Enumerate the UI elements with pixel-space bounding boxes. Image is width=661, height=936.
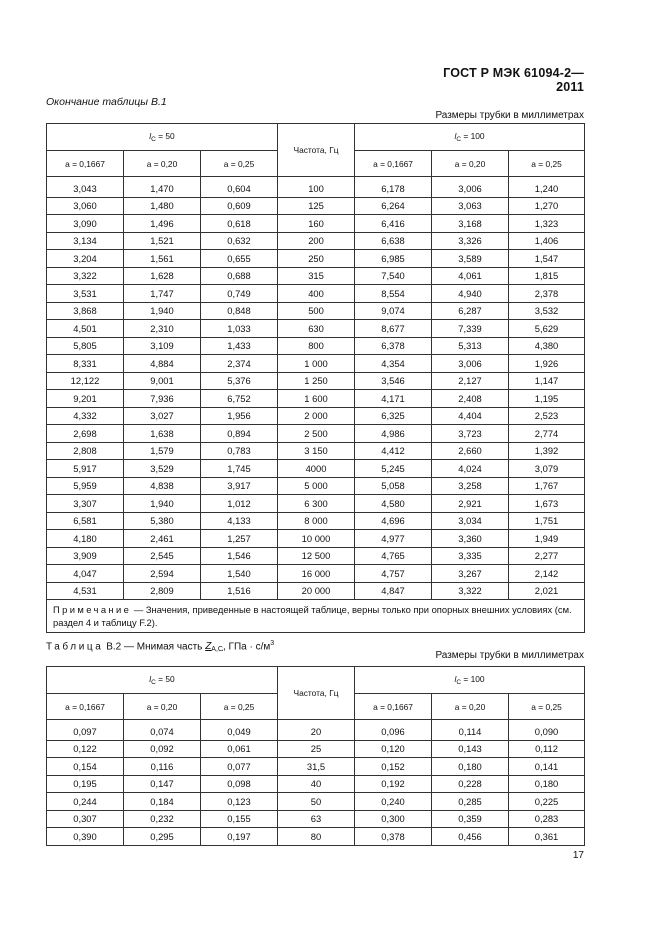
value-cell: 0,240 — [355, 793, 432, 811]
table1-units-note: Размеры трубки в миллиметрах — [435, 110, 584, 121]
value-cell: 7,339 — [432, 320, 509, 338]
value-cell: 0,141 — [509, 758, 585, 776]
table-row — [47, 197, 585, 215]
value-cell: 0,180 — [432, 758, 509, 776]
table-row — [47, 407, 585, 425]
value-cell: 6,264 — [355, 197, 432, 215]
value-cell: 2,374 — [201, 355, 278, 373]
table-row — [47, 565, 585, 583]
value-cell: 0,197 — [201, 828, 278, 846]
frequency-cell: 31,5 — [278, 758, 355, 776]
table-row — [47, 215, 585, 233]
value-cell: 6,325 — [355, 407, 432, 425]
value-cell: 0,456 — [432, 828, 509, 846]
subheader-a: a = 0,20 — [124, 151, 201, 177]
value-cell: 3,267 — [432, 565, 509, 583]
frequency-header: Частота, Гц — [278, 667, 355, 720]
value-cell: 6,985 — [355, 250, 432, 268]
value-cell: 3,109 — [124, 337, 201, 355]
value-cell: 1,521 — [124, 232, 201, 250]
table1-note — [47, 600, 585, 633]
frequency-header: Частота, Гц — [278, 124, 355, 177]
standard-identifier: ГОСТ Р МЭК 61094-2—2011 — [443, 66, 584, 94]
value-cell: 3,589 — [432, 250, 509, 268]
value-cell: 1,940 — [124, 495, 201, 513]
table-row — [47, 460, 585, 478]
frequency-cell: 12 500 — [278, 547, 355, 565]
subheader-a: a = 0,20 — [432, 694, 509, 720]
value-cell: 0,307 — [47, 810, 124, 828]
value-cell: 0,783 — [201, 442, 278, 460]
value-cell: 3,322 — [47, 267, 124, 285]
value-cell: 3,168 — [432, 215, 509, 233]
value-cell: 0,378 — [355, 828, 432, 846]
value-cell: 0,184 — [124, 793, 201, 811]
frequency-cell: 63 — [278, 810, 355, 828]
value-cell: 4,501 — [47, 320, 124, 338]
value-cell: 0,632 — [201, 232, 278, 250]
value-cell: 2,594 — [124, 565, 201, 583]
subheader-a: a = 0,1667 — [355, 694, 432, 720]
value-cell: 0,090 — [509, 720, 585, 741]
frequency-cell: 2 500 — [278, 425, 355, 443]
frequency-cell: 800 — [278, 337, 355, 355]
table-row — [47, 775, 585, 793]
value-cell: 0,848 — [201, 302, 278, 320]
value-cell: 0,096 — [355, 720, 432, 741]
value-cell: 4,024 — [432, 460, 509, 478]
value-cell: 2,310 — [124, 320, 201, 338]
frequency-cell: 16 000 — [278, 565, 355, 583]
value-cell: 1,012 — [201, 495, 278, 513]
value-cell: 3,043 — [47, 177, 124, 198]
table-row — [47, 442, 585, 460]
table2-units-note: Размеры трубки в миллиметрах — [435, 650, 584, 661]
note-text: — Значения, приведенные в настоящей таблице, верны только при опорных внешних условиях (см. раздел 4 и таблицу F.2). — [53, 604, 572, 628]
value-cell: 3,134 — [47, 232, 124, 250]
value-cell: 0,074 — [124, 720, 201, 741]
value-cell: 1,956 — [201, 407, 278, 425]
value-cell: 8,677 — [355, 320, 432, 338]
value-cell: 0,122 — [47, 740, 124, 758]
value-cell: 9,201 — [47, 390, 124, 408]
value-cell: 2,808 — [47, 442, 124, 460]
value-cell: 0,114 — [432, 720, 509, 741]
value-cell: 3,079 — [509, 460, 585, 478]
value-cell: 0,749 — [201, 285, 278, 303]
value-cell: 0,359 — [432, 810, 509, 828]
subheader-a: a = 0,1667 — [47, 151, 124, 177]
value-cell: 0,244 — [47, 793, 124, 811]
value-cell: 1,470 — [124, 177, 201, 198]
value-cell: 5,959 — [47, 477, 124, 495]
table-row — [47, 320, 585, 338]
value-cell: 2,408 — [432, 390, 509, 408]
value-cell: 0,300 — [355, 810, 432, 828]
value-cell: 6,581 — [47, 512, 124, 530]
table-row — [47, 177, 585, 198]
value-cell: 3,532 — [509, 302, 585, 320]
value-cell: 4,061 — [432, 267, 509, 285]
value-cell: 3,322 — [432, 582, 509, 600]
value-cell: 1,195 — [509, 390, 585, 408]
value-cell: 2,378 — [509, 285, 585, 303]
value-cell: 4,354 — [355, 355, 432, 373]
table-row — [47, 285, 585, 303]
value-cell: 7,936 — [124, 390, 201, 408]
frequency-cell: 20 000 — [278, 582, 355, 600]
table-row — [47, 337, 585, 355]
value-cell: 9,074 — [355, 302, 432, 320]
subheader-a: a = 0,25 — [201, 151, 278, 177]
value-cell: 3,034 — [432, 512, 509, 530]
value-cell: 6,752 — [201, 390, 278, 408]
value-cell: 0,154 — [47, 758, 124, 776]
value-cell: 1,579 — [124, 442, 201, 460]
value-cell: 4,977 — [355, 530, 432, 548]
value-cell: 3,006 — [432, 177, 509, 198]
value-cell: 3,006 — [432, 355, 509, 373]
value-cell: 1,815 — [509, 267, 585, 285]
value-cell: 8,554 — [355, 285, 432, 303]
frequency-cell: 80 — [278, 828, 355, 846]
subheader-a: a = 0,20 — [432, 151, 509, 177]
value-cell: 4,696 — [355, 512, 432, 530]
table-row — [47, 355, 585, 373]
value-cell: 12,122 — [47, 372, 124, 390]
table-row — [47, 302, 585, 320]
value-cell: 4,884 — [124, 355, 201, 373]
value-cell: 0,655 — [201, 250, 278, 268]
value-cell: 5,376 — [201, 372, 278, 390]
frequency-cell: 160 — [278, 215, 355, 233]
value-cell: 1,747 — [124, 285, 201, 303]
value-cell: 3,027 — [124, 407, 201, 425]
frequency-cell: 630 — [278, 320, 355, 338]
table-row — [47, 810, 585, 828]
table-row — [47, 495, 585, 513]
value-cell: 6,378 — [355, 337, 432, 355]
value-cell: 3,326 — [432, 232, 509, 250]
value-cell: 3,258 — [432, 477, 509, 495]
value-cell: 0,192 — [355, 775, 432, 793]
frequency-cell: 6 300 — [278, 495, 355, 513]
value-cell: 3,060 — [47, 197, 124, 215]
value-cell: 1,270 — [509, 197, 585, 215]
frequency-cell: 25 — [278, 740, 355, 758]
table-row — [47, 793, 585, 811]
table-row — [47, 720, 585, 741]
value-cell: 6,178 — [355, 177, 432, 198]
value-cell: 1,406 — [509, 232, 585, 250]
value-cell: 5,245 — [355, 460, 432, 478]
value-cell: 6,416 — [355, 215, 432, 233]
value-cell: 0,092 — [124, 740, 201, 758]
value-cell: 0,077 — [201, 758, 278, 776]
value-cell: 4,380 — [509, 337, 585, 355]
value-cell: 7,540 — [355, 267, 432, 285]
value-cell: 5,917 — [47, 460, 124, 478]
value-cell: 1,767 — [509, 477, 585, 495]
value-cell: 4,580 — [355, 495, 432, 513]
value-cell: 3,723 — [432, 425, 509, 443]
frequency-cell: 125 — [278, 197, 355, 215]
value-cell: 1,561 — [124, 250, 201, 268]
value-cell: 1,547 — [509, 250, 585, 268]
table-b1-continuation — [46, 123, 585, 633]
value-cell: 2,277 — [509, 547, 585, 565]
frequency-cell: 200 — [278, 232, 355, 250]
value-cell: 0,688 — [201, 267, 278, 285]
value-cell: 2,127 — [432, 372, 509, 390]
table-row — [47, 582, 585, 600]
value-cell: 0,390 — [47, 828, 124, 846]
table1-body — [47, 177, 585, 600]
subheader-a: a = 0,25 — [509, 694, 585, 720]
value-cell: 3,546 — [355, 372, 432, 390]
group-header-lc-100: $l_C = 100$ — [355, 667, 585, 694]
value-cell: 5,058 — [355, 477, 432, 495]
value-cell: 1,240 — [509, 177, 585, 198]
value-cell: 0,604 — [201, 177, 278, 198]
value-cell: 3,063 — [432, 197, 509, 215]
value-cell: 1,147 — [509, 372, 585, 390]
value-cell: 4,838 — [124, 477, 201, 495]
value-cell: 9,001 — [124, 372, 201, 390]
table1-caption: Окончание таблицы В.1 — [46, 96, 167, 108]
frequency-cell: 1 000 — [278, 355, 355, 373]
table-row — [47, 758, 585, 776]
table-row — [47, 232, 585, 250]
group-header-lc-50: $l_C = 50$ — [47, 124, 278, 151]
value-cell: 3,917 — [201, 477, 278, 495]
value-cell: 1,257 — [201, 530, 278, 548]
value-cell: 1,480 — [124, 197, 201, 215]
value-cell: 3,335 — [432, 547, 509, 565]
table-row — [47, 372, 585, 390]
value-cell: 1,638 — [124, 425, 201, 443]
subheader-a: a = 0,25 — [509, 151, 585, 177]
value-cell: 1,745 — [201, 460, 278, 478]
frequency-cell: 40 — [278, 775, 355, 793]
value-cell: 4,765 — [355, 547, 432, 565]
value-cell: 0,609 — [201, 197, 278, 215]
value-cell: 4,171 — [355, 390, 432, 408]
value-cell: 3,909 — [47, 547, 124, 565]
subheader-a: a = 0,20 — [124, 694, 201, 720]
value-cell: 0,180 — [509, 775, 585, 793]
page-number: 17 — [572, 850, 584, 861]
value-cell: 2,461 — [124, 530, 201, 548]
value-cell: 2,142 — [509, 565, 585, 583]
frequency-cell: 500 — [278, 302, 355, 320]
value-cell: 1,433 — [201, 337, 278, 355]
value-cell: 3,868 — [47, 302, 124, 320]
value-cell: 2,809 — [124, 582, 201, 600]
value-cell: 2,921 — [432, 495, 509, 513]
value-cell: 0,155 — [201, 810, 278, 828]
value-cell: 4,757 — [355, 565, 432, 583]
value-cell: 0,123 — [201, 793, 278, 811]
value-cell: 0,361 — [509, 828, 585, 846]
frequency-cell: 2 000 — [278, 407, 355, 425]
value-cell: 4,412 — [355, 442, 432, 460]
value-cell: 3,360 — [432, 530, 509, 548]
value-cell: 2,698 — [47, 425, 124, 443]
value-cell: 1,033 — [201, 320, 278, 338]
frequency-cell: 250 — [278, 250, 355, 268]
table2-title: Таблица В.2 — Мнимая часть $Z_{A,C}$, ГПа · $с/м^3$ — [46, 640, 275, 654]
value-cell: 3,204 — [47, 250, 124, 268]
group-header-lc-100: $l_C = 100$ — [355, 124, 585, 151]
value-cell: 0,147 — [124, 775, 201, 793]
value-cell: 4,847 — [355, 582, 432, 600]
frequency-cell: 4000 — [278, 460, 355, 478]
value-cell: 0,232 — [124, 810, 201, 828]
frequency-cell: 20 — [278, 720, 355, 741]
value-cell: 1,516 — [201, 582, 278, 600]
value-cell: 0,116 — [124, 758, 201, 776]
frequency-cell: 10 000 — [278, 530, 355, 548]
note-label: Примечание — [53, 604, 132, 615]
frequency-cell: 8 000 — [278, 512, 355, 530]
table-row — [47, 267, 585, 285]
value-cell: 4,180 — [47, 530, 124, 548]
value-cell: 1,628 — [124, 267, 201, 285]
value-cell: 1,546 — [201, 547, 278, 565]
value-cell: 0,225 — [509, 793, 585, 811]
value-cell: 5,313 — [432, 337, 509, 355]
table-row — [47, 828, 585, 846]
value-cell: 4,047 — [47, 565, 124, 583]
table-row — [47, 740, 585, 758]
value-cell: 0,097 — [47, 720, 124, 741]
value-cell: 1,540 — [201, 565, 278, 583]
value-cell: 1,940 — [124, 302, 201, 320]
frequency-cell: 315 — [278, 267, 355, 285]
value-cell: 5,629 — [509, 320, 585, 338]
value-cell: 0,143 — [432, 740, 509, 758]
subheader-a: a = 0,1667 — [355, 151, 432, 177]
subheader-a: a = 0,25 — [201, 694, 278, 720]
table-b2 — [46, 666, 585, 846]
value-cell: 2,660 — [432, 442, 509, 460]
frequency-cell: 3 150 — [278, 442, 355, 460]
value-cell: 1,392 — [509, 442, 585, 460]
value-cell: 0,061 — [201, 740, 278, 758]
frequency-cell: 100 — [278, 177, 355, 198]
table-row — [47, 547, 585, 565]
value-cell: 4,531 — [47, 582, 124, 600]
frequency-cell: 1 600 — [278, 390, 355, 408]
table-row — [47, 425, 585, 443]
value-cell: 1,926 — [509, 355, 585, 373]
value-cell: 2,021 — [509, 582, 585, 600]
value-cell: 5,805 — [47, 337, 124, 355]
value-cell: 0,120 — [355, 740, 432, 758]
value-cell: 0,049 — [201, 720, 278, 741]
value-cell: 2,523 — [509, 407, 585, 425]
value-cell: 0,283 — [509, 810, 585, 828]
value-cell: 1,751 — [509, 512, 585, 530]
value-cell: 6,638 — [355, 232, 432, 250]
value-cell: 0,195 — [47, 775, 124, 793]
value-cell: 8,331 — [47, 355, 124, 373]
subheader-a: a = 0,1667 — [47, 694, 124, 720]
value-cell: 4,986 — [355, 425, 432, 443]
value-cell: 0,285 — [432, 793, 509, 811]
value-cell: 3,531 — [47, 285, 124, 303]
value-cell: 0,295 — [124, 828, 201, 846]
value-cell: 0,152 — [355, 758, 432, 776]
value-cell: 0,618 — [201, 215, 278, 233]
table-row — [47, 477, 585, 495]
value-cell: 4,940 — [432, 285, 509, 303]
frequency-cell: 1 250 — [278, 372, 355, 390]
value-cell: 1,949 — [509, 530, 585, 548]
value-cell: 0,098 — [201, 775, 278, 793]
value-cell: 0,228 — [432, 775, 509, 793]
frequency-cell: 5 000 — [278, 477, 355, 495]
group-header-lc-50: $l_C = 50$ — [47, 667, 278, 694]
value-cell: 1,496 — [124, 215, 201, 233]
value-cell: 3,090 — [47, 215, 124, 233]
table-row — [47, 390, 585, 408]
value-cell: 2,545 — [124, 547, 201, 565]
value-cell: 2,774 — [509, 425, 585, 443]
table-row — [47, 250, 585, 268]
table-row — [47, 530, 585, 548]
value-cell: 4,332 — [47, 407, 124, 425]
value-cell: 0,894 — [201, 425, 278, 443]
value-cell: 3,307 — [47, 495, 124, 513]
value-cell: 3,529 — [124, 460, 201, 478]
value-cell: 1,323 — [509, 215, 585, 233]
table2-body — [47, 720, 585, 846]
frequency-cell: 400 — [278, 285, 355, 303]
value-cell: 6,287 — [432, 302, 509, 320]
value-cell: 4,404 — [432, 407, 509, 425]
value-cell: 1,673 — [509, 495, 585, 513]
value-cell: 0,112 — [509, 740, 585, 758]
frequency-cell: 50 — [278, 793, 355, 811]
value-cell: 4,133 — [201, 512, 278, 530]
table-row — [47, 512, 585, 530]
value-cell: 5,380 — [124, 512, 201, 530]
